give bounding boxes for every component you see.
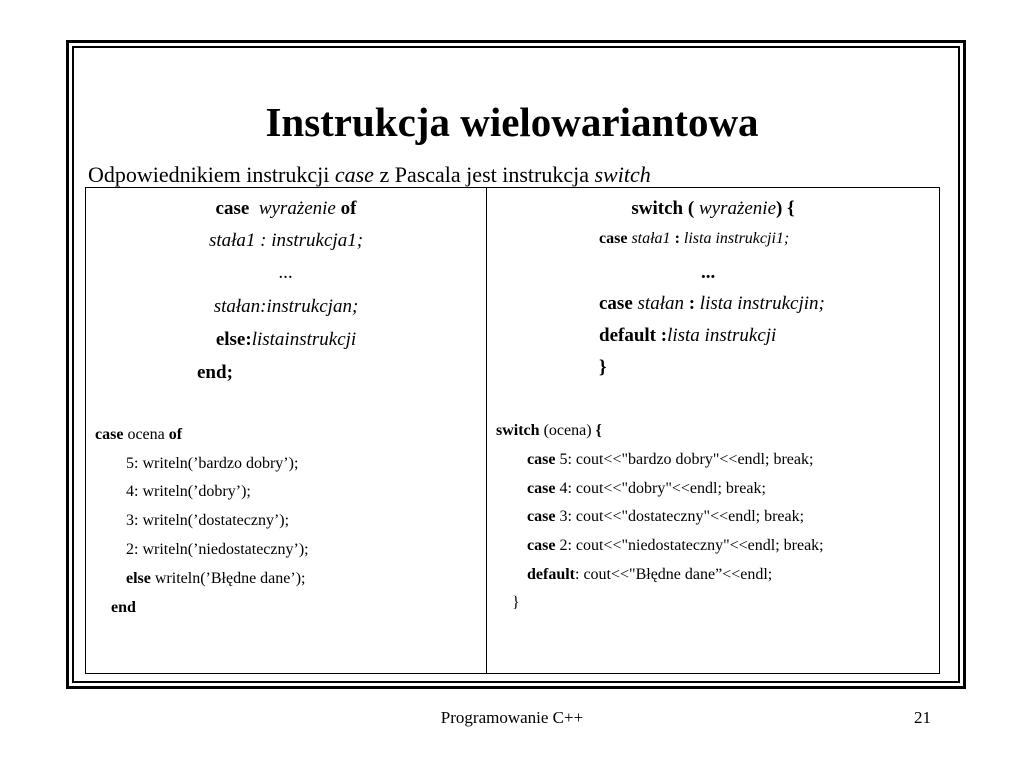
pascal-syntax-line-3: ... [278,262,294,283]
cpp-example-close: } [512,594,520,611]
cpp-example-case: case 2: cout<<"niedostateczny"<<endl; break; [527,537,824,554]
pascal-syntax-line-2: stała1 : instrukcja1; [208,230,364,251]
subtitle-text: Odpowiednikiem instrukcji [88,162,335,187]
subtitle-switch-word: switch [594,162,651,187]
pascal-example-else: else writeln(’Błędne dane’); [126,570,306,587]
pascal-example-line: 2: writeln(’niedostateczny’); [126,541,309,558]
cpp-syntax-line-2: case stała1 : lista instrukcji1; [599,230,790,247]
footer-course: Programowanie C++ [440,708,584,727]
cpp-example-case: case 3: cout<<"dostateczny"<<endl; break; [527,508,805,525]
cpp-syntax-line-5: default :lista instrukcji [599,325,777,346]
pascal-example-line: 5: writeln(’bardzo dobry’); [126,455,299,472]
pascal-example-header: case ocena of [95,426,183,443]
subtitle-case-word: case [334,162,374,187]
cpp-syntax-line-3: ... [701,262,716,283]
cpp-example-case: case 5: cout<<"bardzo dobry"<<endl; break; [527,451,814,468]
footer-page-number: 21 [914,708,931,727]
cpp-syntax-line-1: switch ( wyrażenie) { [631,198,795,219]
pascal-example-end: end [111,599,136,616]
pascal-example-line: 3: writeln(’dostateczny’); [126,512,290,529]
cpp-syntax-line-4: case stałan : lista instrukcjin; [599,293,825,314]
pascal-syntax-line-6: end; [197,362,233,383]
pascal-syntax-line-1: case wyrażenie of [215,198,357,219]
cpp-syntax-line-6: } [599,357,607,378]
table-divider [486,187,487,674]
cpp-example-case: case 4: cout<<"dobry"<<endl; break; [527,480,766,497]
slide-subtitle [88,161,651,189]
subtitle-text-2: z Pascala jest instrukcja [373,162,595,187]
pascal-syntax-line-4: stałan:instrukcjan; [213,296,359,317]
pascal-syntax-line-5: else:listainstrukcji [215,329,357,350]
cpp-example-default: default: cout<<"Błędne dane”<<endl; [527,566,773,583]
pascal-example-line: 4: writeln(’dobry’); [126,483,251,500]
cpp-example-header: switch (ocena) { [496,422,602,439]
slide-title: Instrukcja wielowariantowa [265,99,759,145]
